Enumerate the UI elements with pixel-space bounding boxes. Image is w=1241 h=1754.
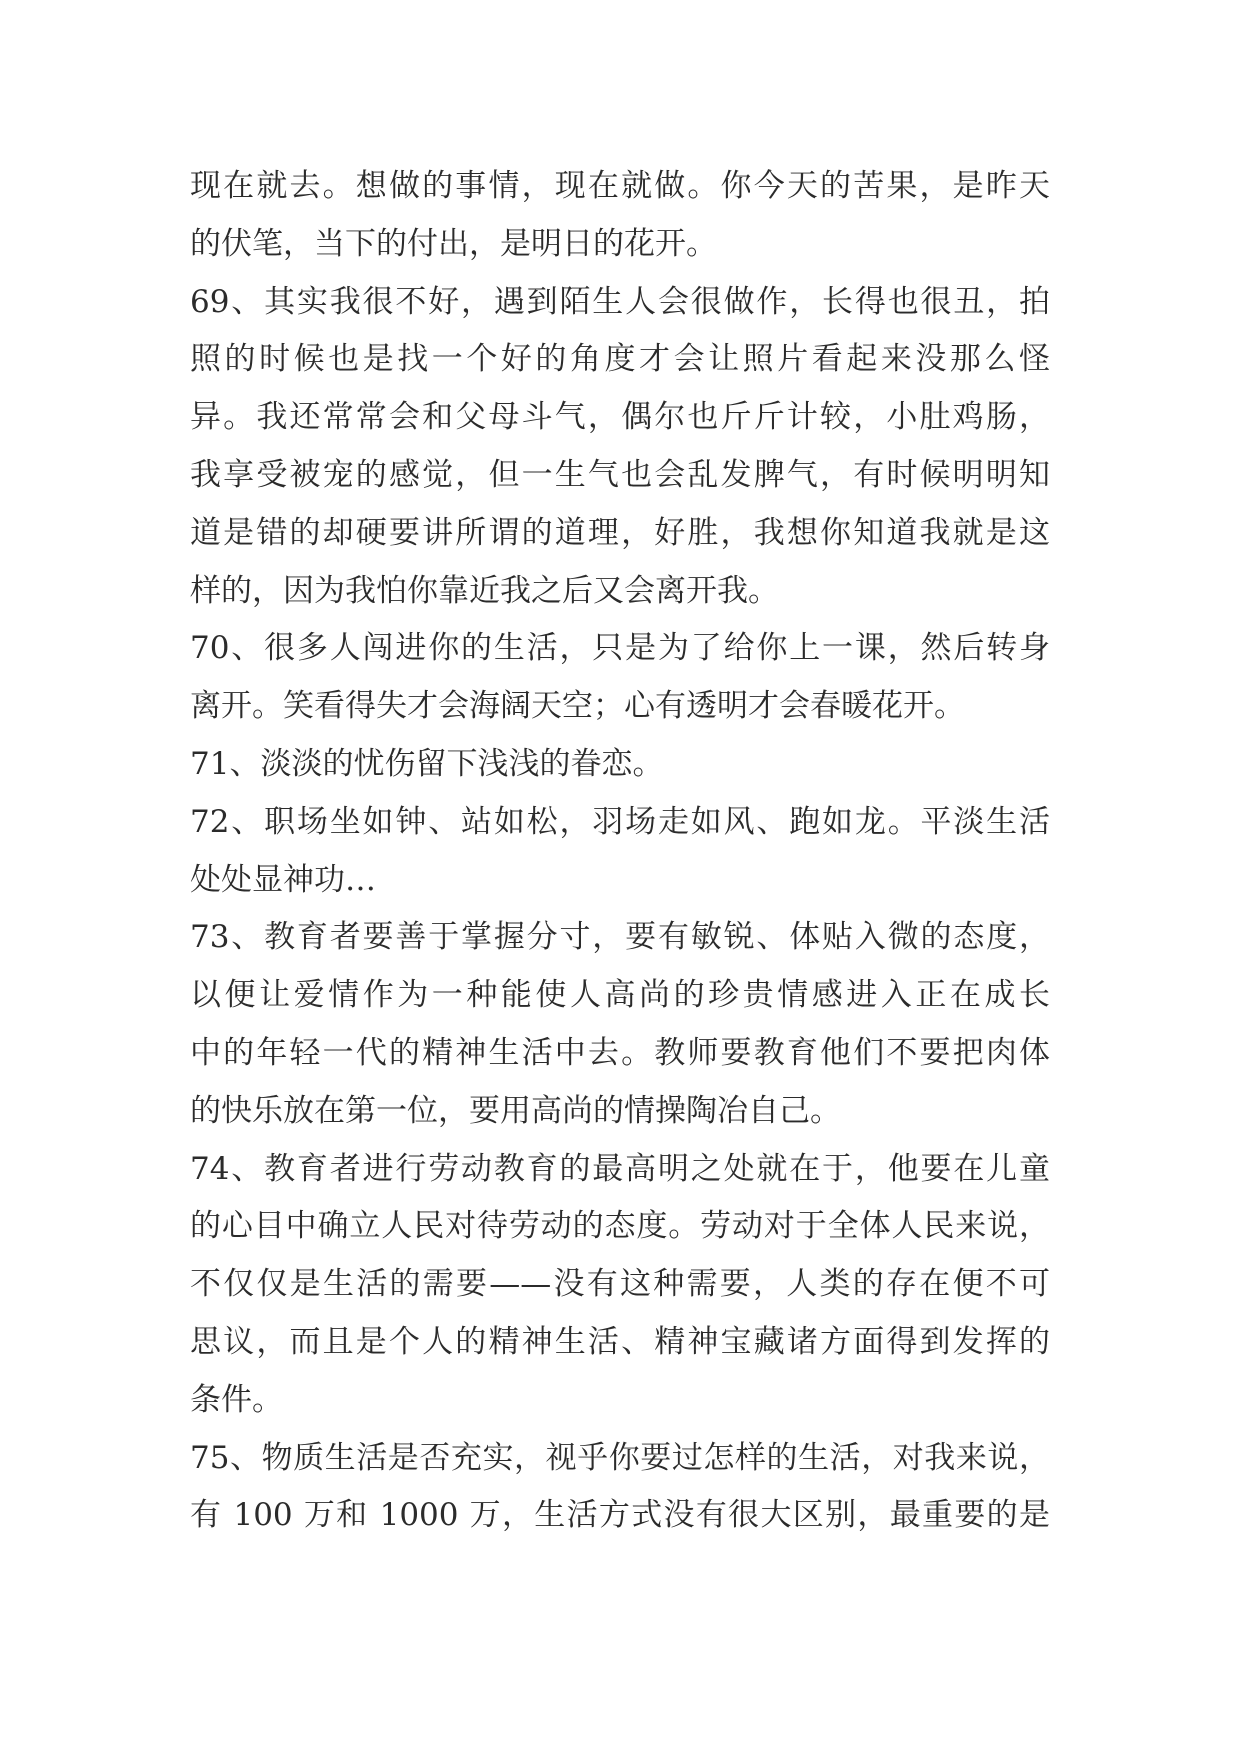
text-line: 样的，因为我怕你靠近我之后又会离开我。 bbox=[190, 572, 779, 609]
text-line: 71、淡淡的忧伤留下浅浅的眷恋。 bbox=[190, 745, 664, 782]
document-body bbox=[190, 158, 1050, 1545]
text-line: 的心目中确立人民对待劳动的态度。劳动对于全体人民来说， bbox=[190, 1208, 1050, 1245]
text-line: 不仅仅是生活的需要——没有这种需要，人类的存在便不可 bbox=[190, 1266, 1050, 1303]
text-line: 思议，而且是个人的精神生活、精神宝藏诸方面得到发挥的 bbox=[190, 1323, 1050, 1360]
text-line: 条件。 bbox=[190, 1381, 283, 1418]
text-line: 异。我还常常会和父母斗气，偶尔也斤斤计较，小肚鸡肠， bbox=[190, 399, 1050, 436]
text-line: 处处显神功… bbox=[190, 861, 376, 898]
text-line: 72、职场坐如钟、站如松，羽场走如风、跑如龙。平淡生活 bbox=[190, 803, 1050, 840]
text-line: 以便让爱情作为一种能使人高尚的珍贵情感进入正在成长 bbox=[190, 977, 1050, 1014]
text-line: 现在就去。想做的事情，现在就做。你今天的苦果，是昨天 bbox=[190, 168, 1050, 204]
text-line: 照的时候也是找一个好的角度才会让照片看起来没那么怪 bbox=[190, 341, 1050, 378]
text-line: 有 100 万和 1000 万，生活方式没有很大区别，最重要的是 bbox=[190, 1497, 1050, 1534]
text-line: 离开。笑看得失才会海阔天空；心有透明才会春暖花开。 bbox=[190, 688, 965, 725]
text-line: 中的年轻一代的精神生活中去。教师要教育他们不要把肉体 bbox=[190, 1034, 1050, 1071]
text-line: 73、教育者要善于掌握分寸，要有敏锐、体贴入微的态度， bbox=[190, 919, 1050, 956]
text-line: 74、教育者进行劳动教育的最高明之处就在于，他要在儿童 bbox=[190, 1150, 1050, 1187]
text-line: 70、很多人闯进你的生活，只是为了给你上一课，然后转身 bbox=[190, 630, 1050, 667]
text-line: 我享受被宠的感觉，但一生气也会乱发脾气，有时候明明知 bbox=[190, 456, 1050, 493]
text-line: 75、物质生活是否充实，视乎你要过怎样的生活，对我来说， bbox=[190, 1439, 1050, 1476]
text-line: 69、其实我很不好，遇到陌生人会很做作，长得也很丑，拍 bbox=[190, 283, 1050, 320]
text-line: 道是错的却硬要讲所谓的道理，好胜，我想你知道我就是这 bbox=[190, 514, 1050, 551]
text-line: 的伏笔，当下的付出，是明日的花开。 bbox=[190, 225, 717, 262]
text-line: 的快乐放在第一位，要用高尚的情操陶冶自己。 bbox=[190, 1092, 841, 1129]
